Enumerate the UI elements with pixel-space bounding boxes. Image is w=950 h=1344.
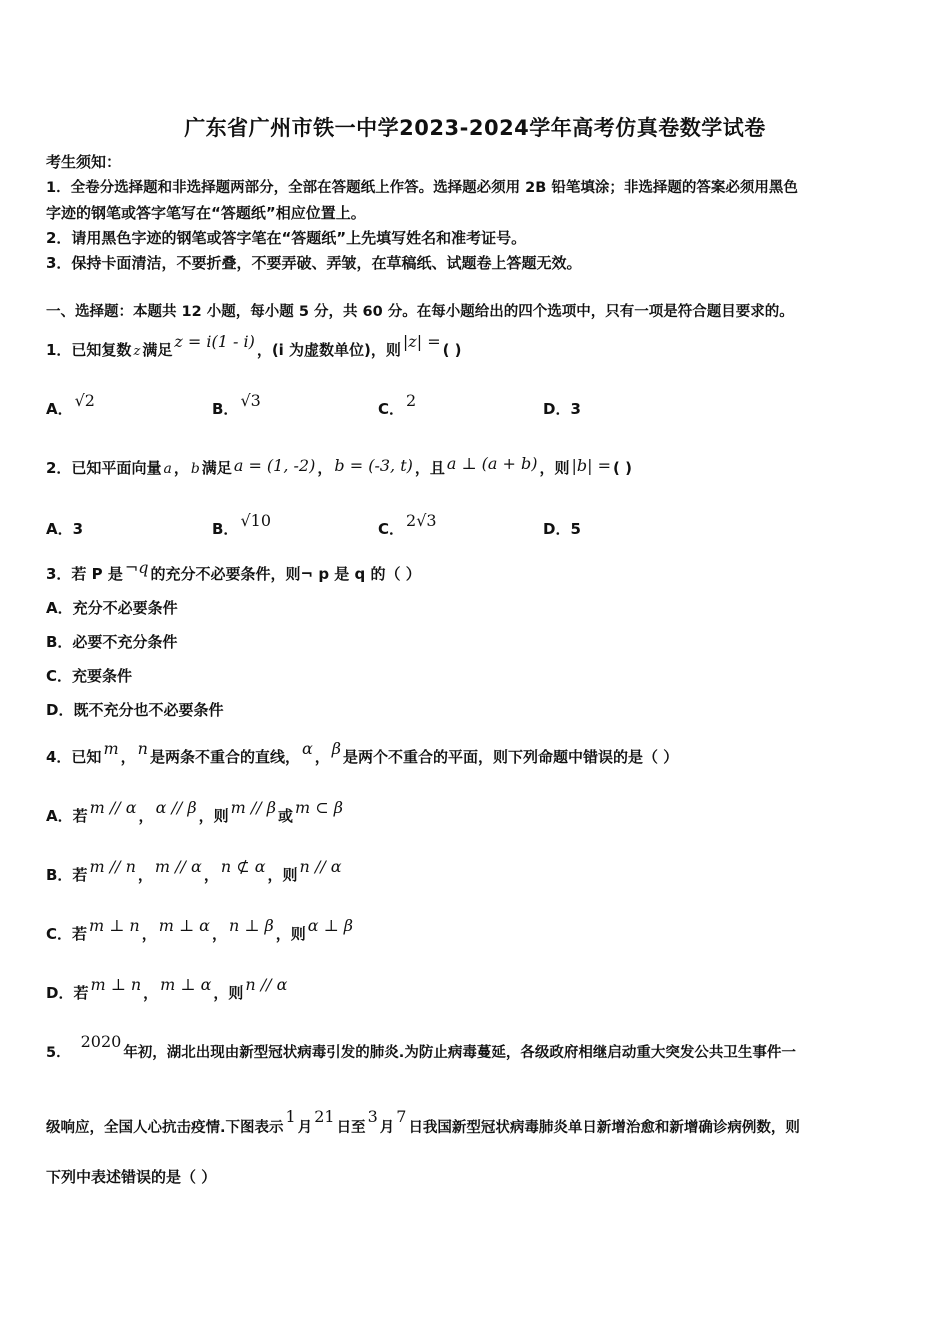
q2-option-a: A．3	[46, 520, 84, 538]
q1-abs: |z| =	[402, 332, 441, 351]
q3-option-d: D．既不充分也不必要条件	[46, 701, 224, 719]
q2-option-c: C． 2√3	[378, 511, 437, 538]
question-2: 2．已知平面向量 a ， b 满足 a = (1, -2) ， b = (-3, t) ，且 a ⊥ (a + b) ，则 |b| = ( )	[46, 454, 632, 477]
q3-option-a: A．充分不必要条件	[46, 599, 178, 617]
question-5-line-3: 下列中表述错误的是（ ）	[46, 1168, 217, 1186]
notice-item-2: 2．请用黑色字迹的钢笔或答字笔在“答题纸”上先填写姓名和准考证号。	[46, 229, 527, 247]
question-5-line-2: 级响应，全国人心抗击疫情.下图表示1月21日至3月7日我国新型冠状病毒肺炎单日新增治愈和新增确诊病例数，则	[46, 1107, 800, 1136]
section-heading: 一、选择题：本题共 12 小题，每小题 5 分，共 60 分。在每小题给出的四个选项中，只有一项是符合题目要求的。	[46, 304, 794, 320]
q1-text: ( )	[442, 341, 462, 359]
question-4: 4．已知 m ， n 是两条不重合的直线， α ， β 是两个不重合的平面，则下列命题中错误的是（ ）	[46, 739, 679, 766]
q1-option-a: A． √2	[46, 391, 95, 418]
notice-item-3: 3．保持卡面清洁，不要折叠，不要弄破、弄皱，在草稿纸、试题卷上答题无效。	[46, 254, 582, 272]
q3-option-b: B．必要不充分条件	[46, 633, 178, 651]
question-5-line-1: 5．2020年初，湖北出现由新型冠状病毒引发的肺炎.为防止病毒蔓延，各级政府相继启动重大突发公共卫生事件一	[46, 1032, 796, 1061]
q2-option-b: B． √10	[212, 511, 271, 538]
notice-item-1b: 字迹的钢笔或答字笔写在“答题纸”相应位置上。	[46, 204, 366, 222]
notice-heading: 考生须知：	[46, 153, 122, 171]
q1-z: z	[133, 344, 141, 359]
notice-item-1a: 1．全卷分选择题和非选择题两部分，全部在答题纸上作答。选择题必须用 2B 铅笔填涂；非选择题的答案必须用黑色	[46, 180, 798, 196]
question-1	[46, 332, 462, 362]
q1-text: ，(i 为虚数单位)，则	[256, 341, 401, 359]
q1-equation: z = i(1 - i)	[174, 332, 255, 351]
page-title: 广东省广州市铁一中学2023-2024学年高考仿真卷数学试卷	[184, 116, 766, 140]
q3-option-c: C．充要条件	[46, 667, 133, 685]
q1-option-b: B． √3	[212, 391, 261, 418]
q1-option-c: C． 2	[378, 391, 417, 418]
q4-option-c: C．若 m ⊥ n ， m ⊥ α ， n ⊥ β ，则 α ⊥ β	[46, 916, 354, 943]
question-3: 3．若 P 是 ¬q 的充分不必要条件，则¬ p 是 q 的（ ）	[46, 558, 421, 583]
q2-option-d: D．5	[543, 520, 581, 538]
q4-option-a: A．若 m // α ， α // β ，则 m // β 或 m ⊂ β	[46, 798, 343, 825]
q4-option-d: D．若 m ⊥ n ， m ⊥ α ，则 n // α	[46, 975, 288, 1002]
q4-option-b: B．若 m // n ， m // α ， n ⊄ α ，则 n // α	[46, 857, 342, 884]
q1-option-d: D．3	[543, 400, 581, 418]
q1-text: 1．已知复数	[46, 341, 132, 359]
q1-text: 满足	[142, 341, 173, 359]
